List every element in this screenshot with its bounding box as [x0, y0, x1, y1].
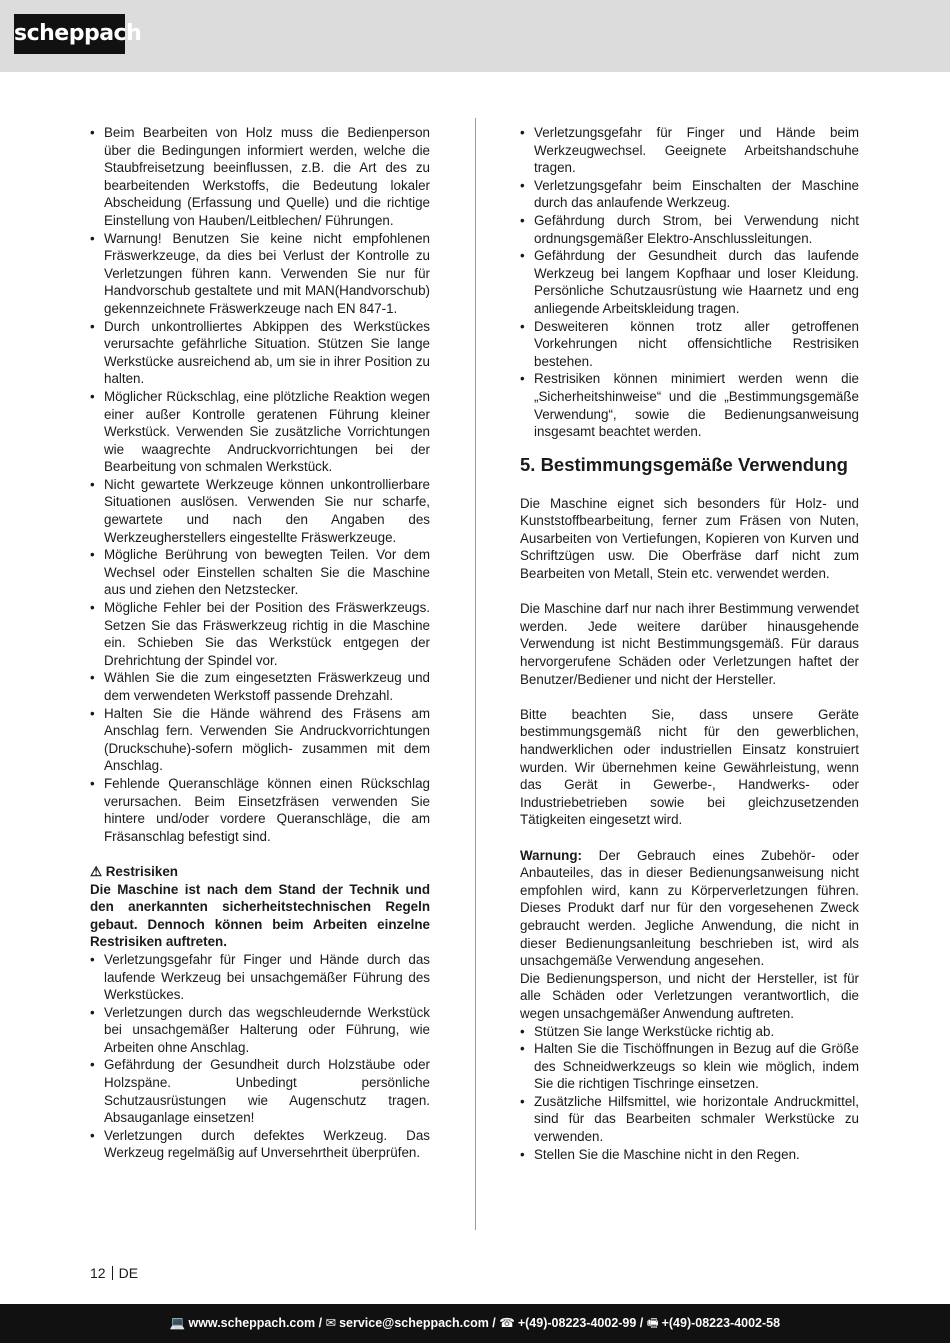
list-item: • Fehlende Queranschläge können einen Rückschlag verursachen. Beim Einsetzfräsen verwenden Sie hintere und/oder vordere Queranschläge, die am Fräsanschlag befestigt sind.: [90, 775, 430, 845]
email-link[interactable]: service@scheppach.com /: [339, 1316, 496, 1330]
usage-bullet-list: [520, 1023, 859, 1164]
phone-icon: ☎: [499, 1316, 515, 1330]
list-item: • Stellen Sie die Maschine nicht in den Regen.: [520, 1146, 859, 1164]
list-item: • Verletzungen durch defektes Werkzeug. Das Werkzeug regelmäßig auf Unversehrtheit überprüfen.: [90, 1127, 430, 1162]
list-item: • Desweiteren können trotz aller getroffenen Vorkehrungen nicht offensichtliche Restrisiken bestehen.: [520, 318, 859, 371]
list-item: • Gefährdung durch Strom, bei Verwendung nicht ordnungsgemäßer Elektro-Anschlussleitungen.: [520, 212, 859, 247]
list-item: • Halten Sie die Tischöffnungen in Bezug auf die Größe des Schneidwerkzeugs so klein wie möglich, indem Sie die richtigen Tischringe einsetzen.: [520, 1040, 859, 1093]
list-item: • Durch unkontrolliertes Abkippen des Werkstückes verursachte gefährliche Situation. Stützen Sie lange Werkstücke ausreichend ab, um sie in ihrer Position zu halten.: [90, 318, 430, 388]
list-item: • Zusätzliche Hilfsmittel, wie horizontale Andruckmittel, sind für das Bearbeiten schmaler Werkstücke zu verwenden.: [520, 1093, 859, 1146]
list-item: • Verletzungsgefahr beim Einschalten der Maschine durch das anlaufende Werkzeug.: [520, 177, 859, 212]
paragraph: Die Maschine darf nur nach ihrer Bestimmung verwendet werden. Jede weitere darüber hinausgehende Verwendung ist nicht Bestimmungsgemäß. Für daraus hervorgerufene Schäden oder Verletzungen haftet der Benutzer/Bediener und nicht der Hersteller.: [520, 601, 859, 687]
paragraph: Die Maschine eignet sich besonders für Holz- und Kunststoffbearbeitung, ferner zum Fräsen von Nuten, Ausarbeiten von Vertiefungen, Kopieren von Kurven und Schriftzügen usw. Die Oberfräse darf nicht zum Bearbeiten von Metall, Stein etc. verwendet werden.: [520, 495, 859, 582]
list-item: • Möglicher Rückschlag, eine plötzliche Reaktion wegen einer außer Kontrolle geratenen Führung kleiner Werkstück. Verwenden Sie zusätzliche Vorrichtungen wie waagrechte Andruckvorrichtungen bei der Bearbeitung von schmalen Werkstück.: [90, 388, 430, 476]
language-code: DE: [118, 1265, 139, 1281]
restrisiken-title: Restrisiken: [105, 863, 178, 879]
warning-label: Warnung:: [520, 847, 582, 863]
list-item: • Wählen Sie die zum eingesetzten Fräswerkzeug und dem verwendeten Werkstoff passende Drehzahl.: [90, 669, 430, 704]
restrisiken-bullet-list-continued: [520, 124, 859, 441]
computer-icon: 💻: [169, 1316, 186, 1330]
page-number: [90, 1265, 138, 1281]
list-item: • Mögliche Fehler bei der Position des Fräswerkzeugs. Setzen Sie das Fräswerkzeug richtig in die Maschine ein. Schieben Sie das Werkstück entgegen der Drehrichtung der Spindel vor.: [90, 599, 430, 669]
footer-bar: [0, 1304, 950, 1343]
page-separator: [112, 1266, 113, 1280]
list-item: • Verletzungsgefahr für Finger und Hände beim Werkzeugwechsel. Geeignete Arbeitshandschuhe tragen.: [520, 124, 859, 177]
list-item: • Nicht gewartete Werkzeuge können unkontrollierbare Situationen auslösen. Verwenden Sie nur scharfe, gewartete und nach den Angaben des Werkzeugherstellers eingestellte Fräswerkzeuge.: [90, 476, 430, 546]
right-column: [520, 124, 859, 1163]
left-column: [90, 124, 430, 1162]
warning-text: Der Gebrauch eines Zubehör- oder Anbauteiles, das in dieser Bedienungsanweisung nicht empfohlen wird, kann zu Körperverletzungen führen. Dieses Produkt darf nur für den vorgesehenen Zweck gebraucht werden. Jegliche Anwendung, die nicht in dieser Bedienungsanleitung beschrieben ist, wird als unsachgemäße Verwendung angesehen.: [520, 847, 859, 969]
list-item: • Stützen Sie lange Werkstücke richtig ab.: [520, 1023, 859, 1041]
phone-number: +(49)-08223-4002-99 /: [517, 1316, 644, 1330]
page-number-value: 12: [90, 1265, 106, 1281]
warning-paragraph: [520, 847, 859, 970]
list-item: • Warnung! Benutzen Sie keine nicht empfohlenen Fräswerkzeuge, da dies bei Verlust der Kontrolle zu Verletzungen führen kann. Verwenden Sie nur für Handvorschub gestaltete und mit MAN(Handvorschub) gekennzeichnete Fräswerkzeuge nach EN 847-1.: [90, 230, 430, 318]
list-item: • Halten Sie die Hände während des Fräsens am Anschlag fern. Verwenden Sie Andruckvorrichtungen (Druckschuhe)-sofern möglich- zusammen mit dem Anschlag.: [90, 705, 430, 775]
column-divider: [475, 118, 476, 1230]
list-item: • Gefährdung der Gesundheit durch Holzstäube oder Holzspäne. Unbedingt persönliche Schutzausrüstungen wie Augenschutz tragen. Absauganlage einsetzen!: [90, 1056, 430, 1126]
email-icon: ✉: [325, 1316, 337, 1330]
list-item: • Verletzungen durch das wegschleudernde Werkstück bei unsachgemäßer Halterung oder Führung, wie Arbeiten ohne Anschlag.: [90, 1004, 430, 1057]
list-item: • Restrisiken können minimiert werden wenn die „Sicherheitshinweise“ und die „Bestimmungsgemäße Verwendung“, sowie die Bedienungsanweisung insgesamt beachtet werden.: [520, 370, 859, 440]
paragraph: Die Bedienungsperson, und nicht der Hersteller, ist für alle Schäden oder Verletzungen verantwortlich, die wegen unsachgemäßer Anwendung auftreten.: [520, 970, 859, 1021]
list-item: • Mögliche Berührung von bewegten Teilen. Vor dem Wechsel oder Einstellen schalten Sie die Maschine aus und ziehen den Netzstecker.: [90, 546, 430, 599]
fax-number: +(49)-08223-4002-58: [661, 1316, 781, 1330]
list-item: • Beim Bearbeiten von Holz muss die Bedienperson über die Bedingungen informiert werden, welche die Staubfreisetzung beeinflussen, z.B. die Art des zu bearbeitenden Werkstoffs, die Bedeutung lokaler Abscheidung (Erfassung und Quelle) und die richtige Einstellung von Hauben/Leitblechen/ Führungen.: [90, 124, 430, 230]
list-item: • Gefährdung der Gesundheit durch das laufende Werkzeug bei langem Kopfhaar und loser Kleidung. Persönliche Schutzausrüstung wie Haarnetz und eng anliegende Arbeitskleidung tragen.: [520, 247, 859, 317]
list-item: • Verletzungsgefahr für Finger und Hände durch das laufende Werkzeug bei unsachgemäßer Führung des Werkstückes.: [90, 951, 430, 1004]
restrisiken-heading: [90, 863, 430, 881]
safety-bullet-list: [90, 124, 430, 845]
restrisiken-bullet-list: [90, 951, 430, 1162]
header-bar: [0, 0, 950, 72]
fax-icon: 🖷: [646, 1316, 659, 1330]
website-link[interactable]: www.scheppach.com /: [188, 1316, 323, 1330]
scheppach-logo: scheppach: [14, 14, 125, 54]
section-heading: 5. Bestimmungsgemäße Verwendung: [520, 453, 848, 475]
paragraph: Bitte beachten Sie, dass unsere Geräte bestimmungsgemäß nicht für den gewerblichen, handwerklichen oder industriellen Einsatz konstruiert wurden. Wir übernehmen keine Gewährleistung, wenn das Gerät in Gewerbe-, Handwerks- oder Industriebetrieben sowie bei gleichzusetzenden Tätigkeiten eingesetzt wird.: [520, 706, 859, 828]
warning-triangle-icon: ⚠: [90, 863, 103, 879]
restrisiken-intro: Die Maschine ist nach dem Stand der Technik und den anerkannten sicherheitstechnischen Regeln gebaut. Dennoch können beim Arbeiten einzelne Restrisiken auftreten.: [90, 881, 430, 950]
